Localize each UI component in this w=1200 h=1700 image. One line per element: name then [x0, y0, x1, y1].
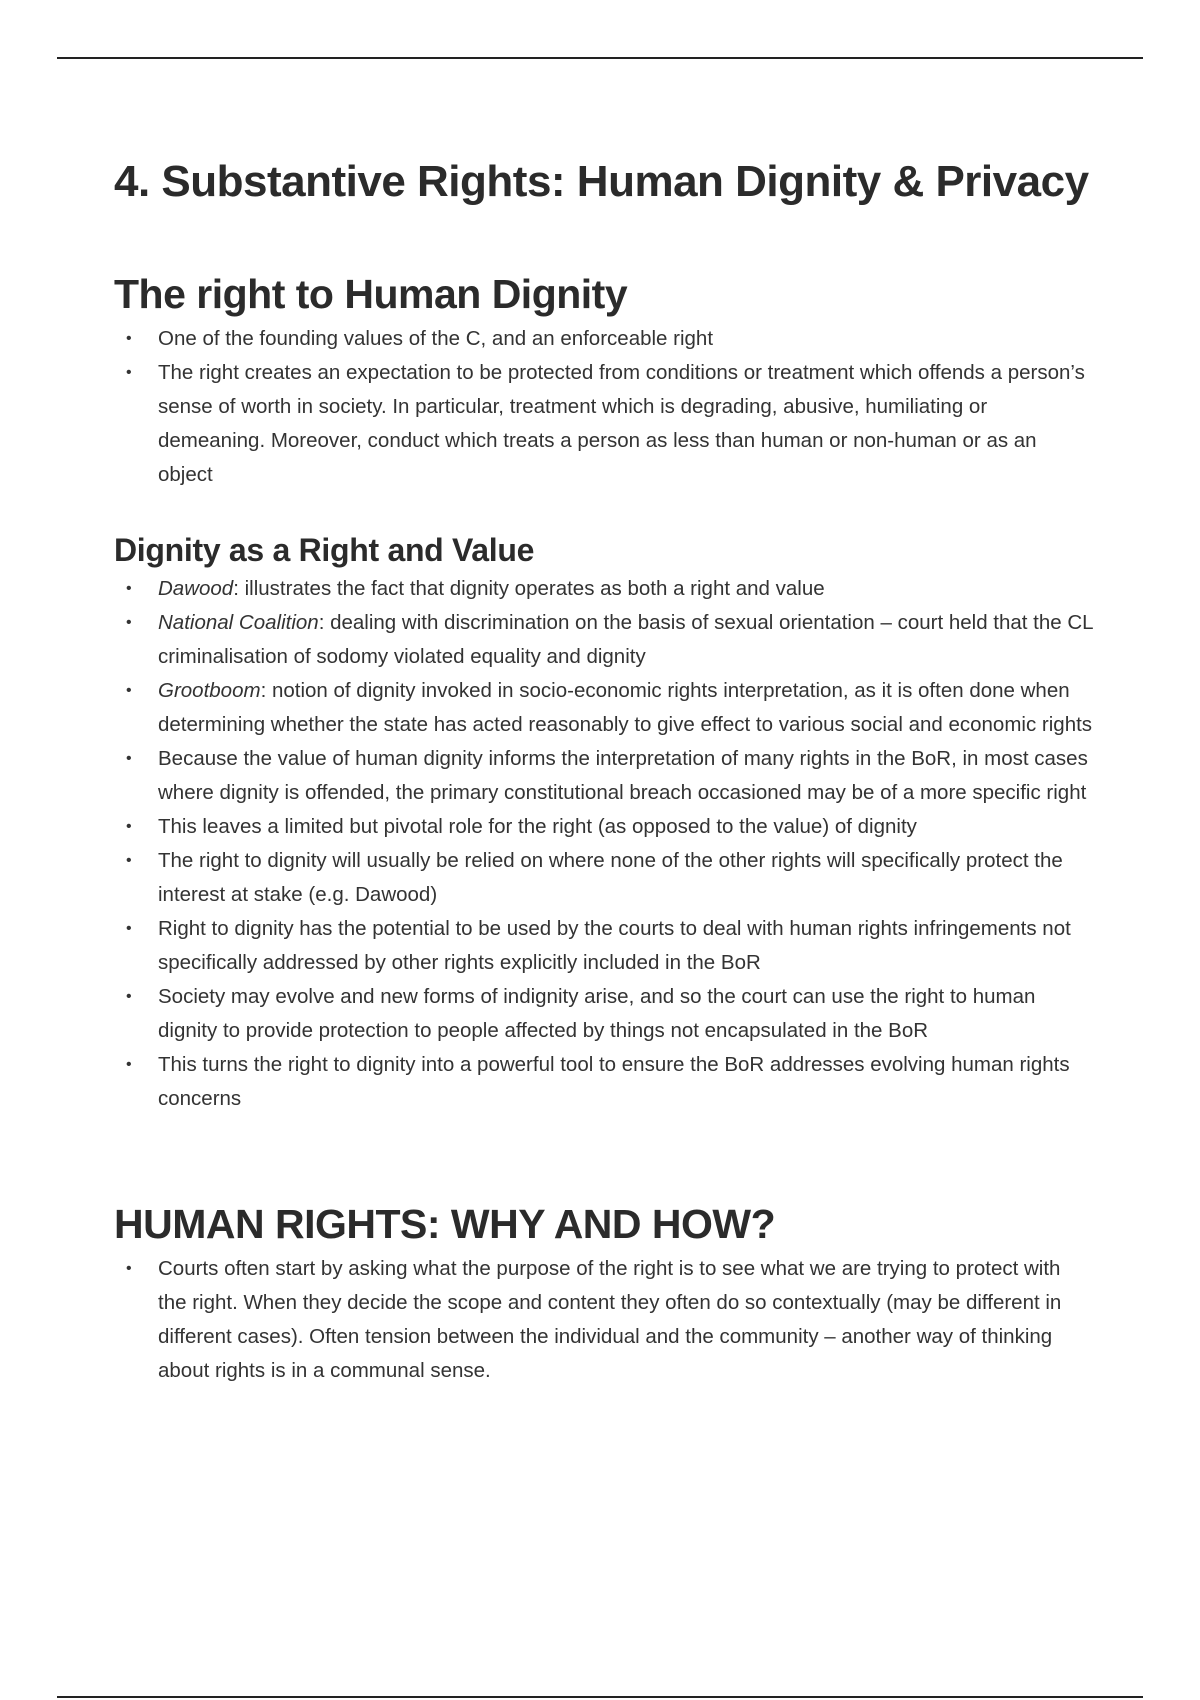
- list-item: [114, 674, 1094, 742]
- bullet-icon: •: [126, 330, 132, 347]
- bullet-icon: •: [126, 614, 132, 631]
- top-rule: [57, 57, 1143, 59]
- list-item-text: Courts often start by asking what the purpose of the right is to see what we are trying to protect with the right. When they decide the scope and content they often do so contextually (may be different in different cases). Often tension between the individual and the community – another way of thinking about rights is in a communal sense.: [158, 1257, 1062, 1382]
- bullet-icon: •: [126, 364, 132, 381]
- list-item-text: Because the value of human dignity informs the interpretation of many rights in the BoR, in most cases where dignity is offended, the primary constitutional breach occasioned may be of a more specific right: [158, 747, 1088, 804]
- subsection-heading-right-and-value: Dignity as a Right and Value: [114, 532, 535, 568]
- list-item-text: Society may evolve and new forms of indignity arise, and so the court can use the right to human dignity to provide protection to people affected by things not encapsulated in the BoR: [158, 985, 1036, 1042]
- document-title: 4. Substantive Rights: Human Dignity & Privacy: [114, 157, 1089, 206]
- list-item: [114, 606, 1094, 674]
- list-item: [114, 980, 1094, 1048]
- list-item: [114, 810, 1094, 844]
- bullet-icon: •: [126, 988, 132, 1005]
- list-item-text: This turns the right to dignity into a powerful tool to ensure the BoR addresses evolving human rights concerns: [158, 1053, 1070, 1110]
- bullet-icon: •: [126, 682, 132, 699]
- bullet-icon: •: [126, 580, 132, 597]
- why-how-list: [114, 1252, 1094, 1388]
- list-item: [114, 742, 1094, 810]
- bullet-icon: •: [126, 1260, 132, 1277]
- case-name: National Coalition: [158, 611, 319, 634]
- bullet-icon: •: [126, 1056, 132, 1073]
- list-item: [114, 1048, 1094, 1116]
- bullet-icon: •: [126, 852, 132, 869]
- list-item-text: : notion of dignity invoked in socio-economic rights interpretation, as it is often done when determining whether the state has acted reasonably to give effect to various social and economic rights: [158, 679, 1093, 736]
- bullet-icon: •: [126, 818, 132, 835]
- list-item: [114, 322, 1094, 356]
- list-item-text: : illustrates the fact that dignity operates as both a right and value: [233, 577, 825, 600]
- list-item-text: The right to dignity will usually be relied on where none of the other rights will specifically protect the interest at stake (e.g. Dawood): [158, 849, 1063, 906]
- case-name: Dawood: [158, 577, 234, 600]
- right-and-value-list: [114, 572, 1094, 1116]
- document-body: [114, 150, 1094, 1388]
- section-heading-human-rights-why-how: HUMAN RIGHTS: WHY AND HOW?: [114, 1201, 776, 1247]
- list-item: [114, 572, 1094, 606]
- bullet-icon: •: [126, 920, 132, 937]
- list-item-text: Right to dignity has the potential to be used by the courts to deal with human rights infringements not specifically addressed by other rights explicitly included in the BoR: [158, 917, 1071, 974]
- list-item-text: The right creates an expectation to be protected from conditions or treatment which offends a person’s sense of worth in society. In particular, treatment which is degrading, abusive, humiliating or demeaning. Moreover, conduct which treats a person as less than human or non-human or as an object: [158, 361, 1085, 486]
- list-item-text: This leaves a limited but pivotal role for the right (as opposed to the value) of dignity: [158, 815, 917, 838]
- list-item: [114, 356, 1094, 492]
- list-item: [114, 912, 1094, 980]
- bottom-rule: [57, 1696, 1143, 1698]
- human-dignity-list: [114, 322, 1094, 492]
- case-name: Grootboom: [158, 679, 261, 702]
- bullet-icon: •: [126, 750, 132, 767]
- list-item-text: : dealing with discrimination on the basis of sexual orientation – court held that the CL criminalisation of sodomy violated equality and dignity: [158, 611, 1093, 668]
- list-item-text: One of the founding values of the C, and an enforceable right: [158, 327, 714, 350]
- list-item: [114, 844, 1094, 912]
- section-heading-human-dignity: The right to Human Dignity: [114, 271, 628, 317]
- list-item: [114, 1252, 1094, 1388]
